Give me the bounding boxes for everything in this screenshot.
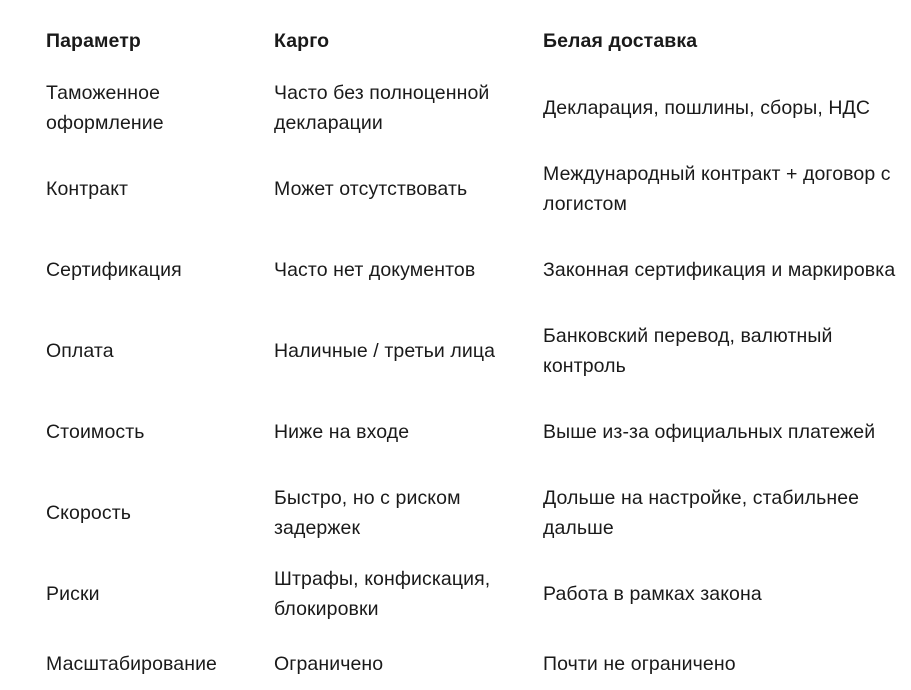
cell-cargo: Часто нет документов — [274, 259, 476, 281]
table-header-row — [46, 26, 896, 78]
cell-cargo: Наличные / третьи лица — [274, 340, 496, 362]
cell-parameter: Контракт — [46, 178, 129, 200]
cell-parameter: Оплата — [46, 340, 114, 362]
header-parameter: Параметр — [46, 30, 141, 52]
table-row — [46, 645, 896, 679]
cell-cargo: Ниже на входе — [274, 421, 410, 443]
cell-parameter: Таможенное оформление — [46, 82, 164, 134]
table-row — [46, 78, 896, 159]
table-row — [46, 402, 896, 483]
cell-parameter: Риски — [46, 583, 100, 605]
cell-cargo: Часто без полноценной декларации — [274, 82, 490, 134]
cell-white-delivery: Почти не ограничено — [543, 653, 736, 675]
header-cargo: Карго — [274, 30, 330, 52]
table-row — [46, 564, 896, 645]
cell-white-delivery: Банковский перевод, валютный контроль — [543, 325, 833, 377]
cell-white-delivery: Дольше на настройке, стабильнее дальше — [543, 487, 860, 539]
cell-parameter: Масштабирование — [46, 653, 218, 675]
cell-white-delivery: Декларация, пошлины, сборы, НДС — [543, 97, 871, 119]
cell-white-delivery: Выше из-за официальных платежей — [543, 421, 876, 443]
table-row — [46, 240, 896, 321]
cell-cargo: Быстро, но с риском задержек — [274, 487, 461, 539]
cell-cargo: Ограничено — [274, 653, 384, 675]
cell-white-delivery: Работа в рамках закона — [543, 583, 762, 605]
cell-cargo: Штрафы, конфискация, блокировки — [274, 568, 491, 620]
cell-cargo: Может отсутствовать — [274, 178, 468, 200]
cell-parameter: Скорость — [46, 502, 132, 524]
cell-white-delivery: Законная сертификация и маркировка — [543, 259, 896, 281]
cell-parameter: Стоимость — [46, 421, 145, 443]
header-white-delivery: Белая доставка — [543, 30, 698, 52]
table-row — [46, 321, 896, 402]
table-row — [46, 159, 896, 240]
comparison-table — [46, 26, 896, 679]
table-row — [46, 483, 896, 564]
cell-white-delivery: Международный контракт + договор с логистом — [543, 163, 891, 215]
cell-parameter: Сертификация — [46, 259, 182, 281]
